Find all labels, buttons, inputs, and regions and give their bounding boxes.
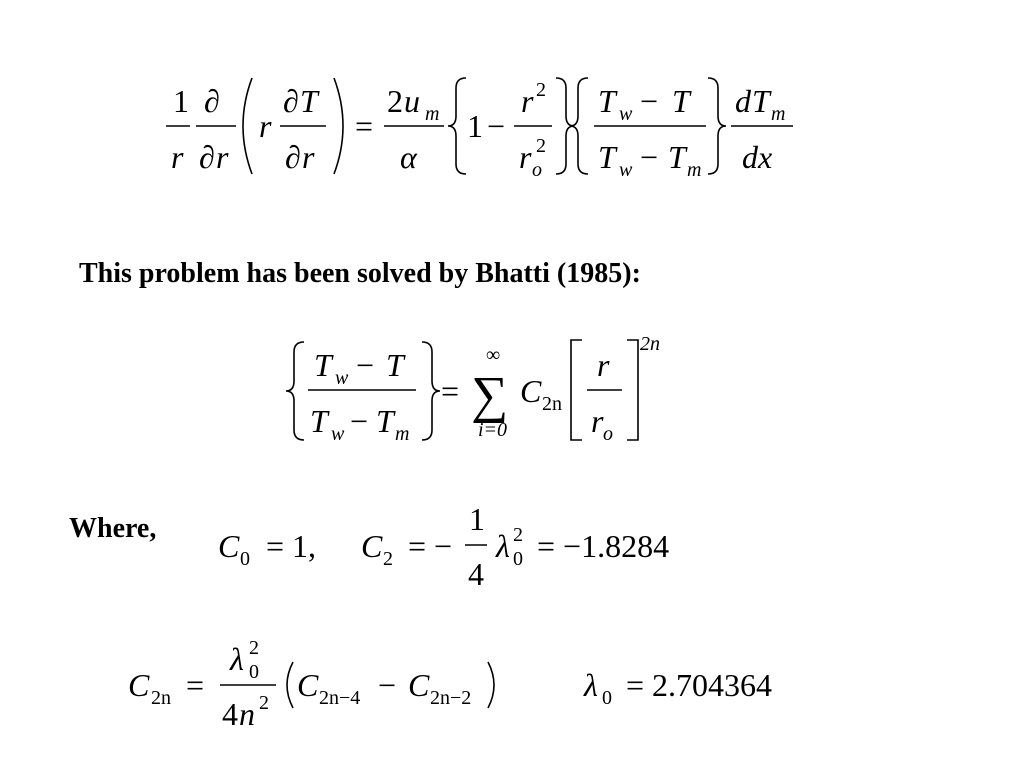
eq2-sum-upper: ∞ — [486, 344, 501, 366]
eq2-coef: C — [520, 373, 542, 409]
eq4-term1-sub: 2n−4 — [319, 687, 361, 709]
eq3-lambda-sup: 2 — [513, 524, 523, 546]
eq2-bracket-num: r — [597, 347, 610, 383]
eq1-frac1-num: 1 — [173, 83, 189, 119]
eq4-lhs: C — [128, 667, 150, 703]
eq1-brace2-right — [708, 78, 726, 174]
eq4-left-paren — [287, 662, 293, 708]
eq1-frac2-num: ∂ — [204, 83, 220, 119]
eq3-c2: C — [361, 528, 383, 564]
eq1-right-paren — [334, 78, 343, 174]
eq2-equals: = — [441, 373, 460, 409]
eq1-equals: = — [355, 108, 374, 144]
eq1-left-paren — [243, 78, 252, 174]
eq4-term2: C — [408, 667, 430, 703]
eq1-fracu-den: α — [400, 139, 417, 175]
eq3-c0: C — [218, 528, 240, 564]
eq2-num-minus: − — [356, 347, 375, 383]
eq4-lambda-sub: 0 — [602, 687, 612, 709]
eq3-lambda-sub: 0 — [513, 548, 523, 570]
eq2-brace-left — [286, 342, 304, 440]
eq1-frac3-den-sym: ∂ — [285, 139, 301, 175]
governing-equation — [166, 78, 793, 181]
eq1-brace2-num-b: T — [672, 83, 690, 119]
eq1-frac3-num-var: T — [300, 83, 318, 119]
eq4-lambda-value: = 2.704364 — [626, 667, 773, 703]
eq1-frac3-den-var: r — [302, 139, 315, 175]
eq4-frac-num: λ — [230, 641, 244, 677]
eq2-den-b: T — [376, 403, 394, 439]
eq2-num-a: T — [314, 347, 332, 383]
eq1-frac1-den: r — [171, 139, 184, 175]
eq2-num-a-sub: w — [335, 367, 349, 389]
where-label: Where, — [69, 513, 157, 544]
eq1-brace2-den-b-sub: m — [687, 159, 702, 181]
eq2-brace-right — [422, 342, 440, 440]
eq1-fracd-num-d: d — [735, 83, 751, 119]
eq1-fracu-num-coef: 2 — [387, 83, 403, 119]
eq2-den-b-sub: m — [395, 423, 410, 445]
eq1-brace2-num-a: T — [598, 83, 616, 119]
eq2-coef-sub: 2n — [542, 393, 562, 415]
coefficient-values-equation — [218, 501, 669, 592]
eq1-fracd-num-var: T — [752, 83, 770, 119]
eq4-frac-den-coef: 4 — [222, 696, 238, 732]
eq4-lhs-sub: 2n — [151, 687, 171, 709]
series-solution-equation — [286, 333, 660, 445]
eq4-term2-sub: 2n−2 — [430, 687, 472, 709]
eq1-brace1-den: r — [519, 139, 532, 175]
eq1-brace2-den-a: T — [598, 139, 616, 175]
eq1-brace2-left — [570, 78, 588, 174]
eq2-bracket-den-sub: o — [603, 423, 613, 445]
eq3-result: = −1.8284 — [537, 528, 670, 564]
eq1-fracu-num-var: u — [404, 83, 420, 119]
eq1-brace1-den-sup: 2 — [536, 135, 546, 157]
eq2-den-a-sub: w — [331, 423, 345, 445]
eq4-frac-den-var: n — [239, 696, 255, 732]
eq4-equals: = — [186, 667, 205, 703]
eq4-minus: − — [378, 667, 397, 703]
statement-text: This problem has been solved by Bhatti (1985): — [79, 258, 641, 289]
eq1-fracu-num-sub: m — [425, 103, 440, 125]
eq3-frac-den: 4 — [468, 556, 484, 592]
eq3-c0-rhs: = 1, — [266, 528, 317, 564]
eq4-lambda: λ — [584, 667, 598, 703]
eq2-bracket-left — [571, 340, 582, 440]
eq1-frac3-num-sym: ∂ — [283, 83, 299, 119]
eq2-num-b: T — [386, 347, 404, 383]
eq2-bracket-right — [627, 340, 638, 440]
eq1-fracd-num-sub: m — [771, 103, 786, 125]
recurrence-equation — [128, 637, 772, 732]
eq1-brace2-den-b: T — [668, 139, 686, 175]
eq2-sum-lower: i=0 — [478, 419, 508, 441]
eq1-brace2-den-minus: − — [640, 139, 659, 175]
eq2-den-minus: − — [350, 403, 369, 439]
eq2-exponent: 2n — [640, 333, 660, 355]
eq3-c0-sub: 0 — [240, 548, 250, 570]
eq1-brace1-left — [448, 78, 466, 174]
eq1-brace2-num-a-sub: w — [619, 103, 633, 125]
eq3-frac-num: 1 — [469, 501, 485, 537]
eq1-brace1-one: 1 — [467, 108, 483, 144]
eq1-brace2-num-minus: − — [640, 83, 659, 119]
eq4-frac-num-sup: 2 — [249, 637, 259, 659]
eq3-c2-sub: 2 — [383, 548, 393, 570]
eq1-brace2-den-a-sub: w — [619, 159, 633, 181]
eq2-sum-sign: ∑ — [471, 367, 509, 424]
eq1-brace1-num: r — [521, 83, 534, 119]
eq3-c2-eq: = − — [408, 528, 453, 564]
eq4-frac-num-sub: 0 — [249, 661, 259, 683]
eq1-brace1-num-sup: 2 — [536, 79, 546, 101]
eq3-lambda: λ — [496, 528, 510, 564]
eq4-right-paren — [488, 662, 494, 708]
eq1-frac2-den-sym: ∂ — [199, 139, 215, 175]
eq2-den-a: T — [310, 403, 328, 439]
eq1-frac2-den-var: r — [216, 139, 229, 175]
eq2-bracket-den: r — [591, 403, 604, 439]
eq4-frac-den-sup: 2 — [259, 692, 269, 714]
eq4-term1: C — [297, 667, 319, 703]
eq1-paren-coef: r — [259, 108, 272, 144]
eq1-fracd-den: dx — [742, 139, 773, 175]
eq1-brace1-minus: − — [487, 108, 506, 144]
eq1-brace1-den-sub: o — [532, 159, 542, 181]
